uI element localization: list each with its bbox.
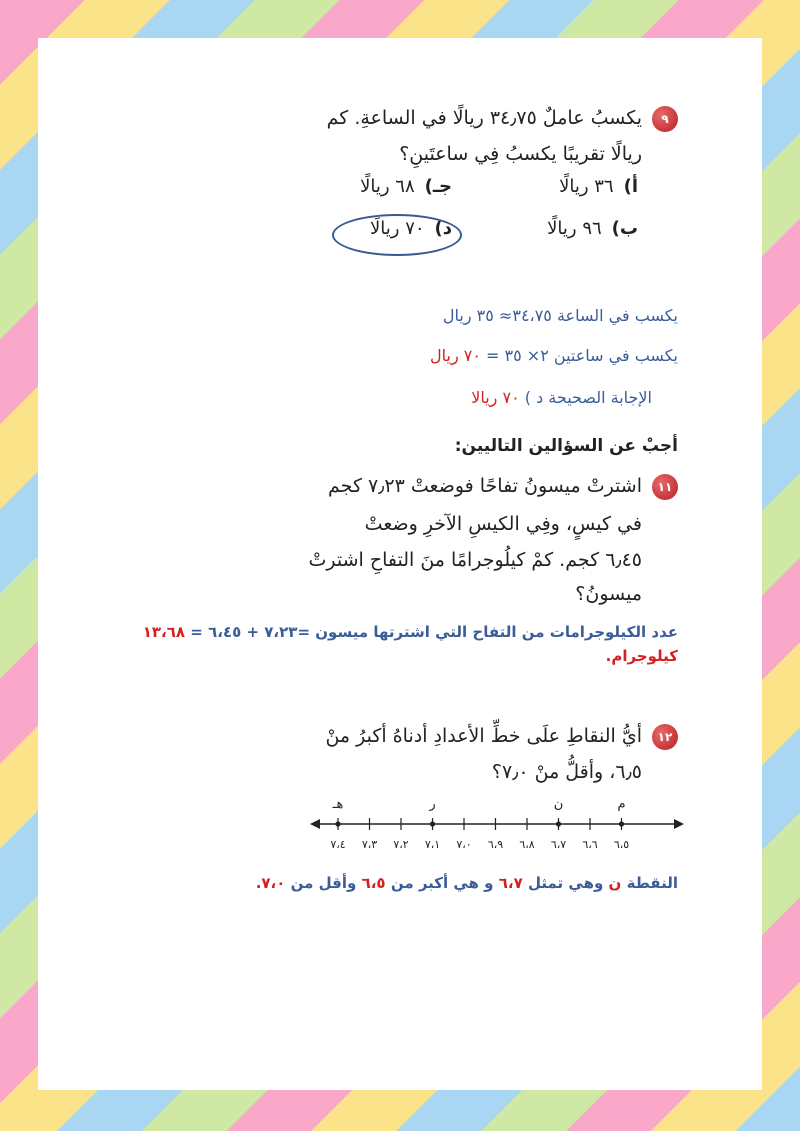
content-sheet — [38, 38, 762, 1090]
number-line-point-label: ن — [553, 797, 564, 812]
question-11-badge: ١١ — [652, 474, 678, 500]
number-line-point — [335, 821, 340, 826]
question-11-line4: ميسونُ؟ — [575, 583, 642, 605]
number-line-point-label: هـ — [332, 797, 344, 812]
question-11-line2: في كيسٍ، وفِي الكيسِ الآخرِ وضعتْ — [364, 513, 642, 535]
question-11-line3: ٦٫٤٥ كجم. كمْ كيلُوجرامًا منَ التفاحِ اشترتْ — [308, 549, 642, 571]
question-12-line2: ٦٫٥، وأقلُّ منْ ٧٫٠؟ — [491, 761, 642, 783]
instructions-heading: أجبْ عن السؤالين التاليين: — [454, 436, 678, 456]
option-b-letter: ب) — [611, 218, 638, 239]
answer-highlight-circle — [332, 214, 462, 256]
question-12-line1: أيُّ النقاطِ علَى خطِّ الأعدادِ أدناهُ أكبرُ منْ — [325, 725, 642, 747]
option-b-text: ٩٦ ريالًا — [547, 218, 602, 239]
q9-answer-line2 — [78, 346, 678, 365]
option-c — [360, 176, 452, 197]
right-arrow-icon — [674, 819, 684, 829]
q12-answer-part1: النقطة — [626, 874, 678, 892]
left-arrow-icon — [310, 819, 320, 829]
number-line-tick-label: ٧،٤ — [330, 838, 346, 851]
number-line-point — [619, 821, 624, 826]
number-line-point — [430, 821, 435, 826]
q9-answer-line3 — [52, 388, 652, 407]
number-line-tick-label: ٦،٩ — [487, 838, 504, 851]
q12-answer-part2: وهي تمثل — [527, 874, 604, 892]
q11-answer-value: ١٣،٦٨ — [142, 623, 186, 641]
number-line-point-label: ر — [429, 797, 436, 812]
q9-answer-line1: يكسب في الساعة ٣٤،٧٥≈ ٣٥ ريال — [442, 306, 678, 325]
q9-answer-line2-value: ٧٠ ريال — [429, 346, 481, 365]
option-a-letter: أ) — [623, 176, 638, 197]
option-d-letter: د) — [434, 218, 452, 239]
question-9-badge: ٩ — [652, 106, 678, 132]
number-line-tick-label: ٧،٣ — [361, 838, 378, 851]
number-line-point — [556, 821, 561, 826]
q12-answer-part4: وأقل من — [290, 874, 357, 892]
option-d-text: ٧٠ ريالًا — [370, 218, 425, 239]
number-line — [308, 794, 688, 856]
q12-answer-low: ٦،٥ — [361, 874, 386, 892]
question-12-badge: ١٢ — [652, 724, 678, 750]
question-9-line2: ريالًا تقريبًا يكسبُ فِي ساعتَينِ؟ — [399, 143, 642, 165]
q12-answer-point: ن — [608, 874, 622, 892]
q12-answer-part3: و هي أكبر من — [390, 874, 494, 892]
number-line-tick-label: ٦،٧ — [550, 838, 567, 851]
q12-answer-high: ٧،٠. — [255, 874, 286, 892]
number-line-tick-label: ٦،٥ — [613, 838, 630, 851]
q11-answer-unit: كيلوجرام. — [605, 647, 678, 665]
number-line-tick-label: ٦،٦ — [582, 838, 598, 851]
number-line-point-label: م — [617, 797, 626, 812]
number-line-tick-label: ٦،٨ — [519, 838, 535, 851]
option-c-text: ٦٨ ريالًا — [360, 176, 415, 197]
q12-answer — [78, 874, 678, 892]
number-line-tick-label: ٧،٠ — [456, 838, 472, 851]
number-line-tick-label: ٧،١ — [424, 838, 441, 851]
question-9-line1: يكسبُ عاملٌ ٣٤٫٧٥ ريالًا في الساعةِ. كم — [326, 107, 642, 129]
q9-answer-line2-text: يكسب في ساعتين ٢× ٣٥ = — [486, 346, 678, 365]
q11-answer — [78, 620, 678, 668]
option-a — [559, 176, 638, 197]
option-b — [547, 218, 638, 239]
question-11-line1: اشترتْ ميسونُ تفاحًا فوضعتْ ٧٫٢٣ كجم — [328, 475, 642, 497]
number-line-tick-label: ٧،٢ — [393, 838, 409, 851]
q9-answer-line3-value: ٧٠ ريالا — [471, 388, 520, 407]
option-c-letter: جـ) — [424, 176, 452, 197]
q12-answer-value: ٦،٧ — [498, 874, 523, 892]
q11-answer-text: عدد الكيلوجرامات من التفاح التي اشترتها ميسون =٧،٢٣ + ٦،٤٥ = — [190, 623, 678, 641]
q9-answer-line3-text: الإجابة الصحيحة د ) — [524, 388, 652, 407]
option-a-text: ٣٦ ريالًا — [559, 176, 614, 197]
